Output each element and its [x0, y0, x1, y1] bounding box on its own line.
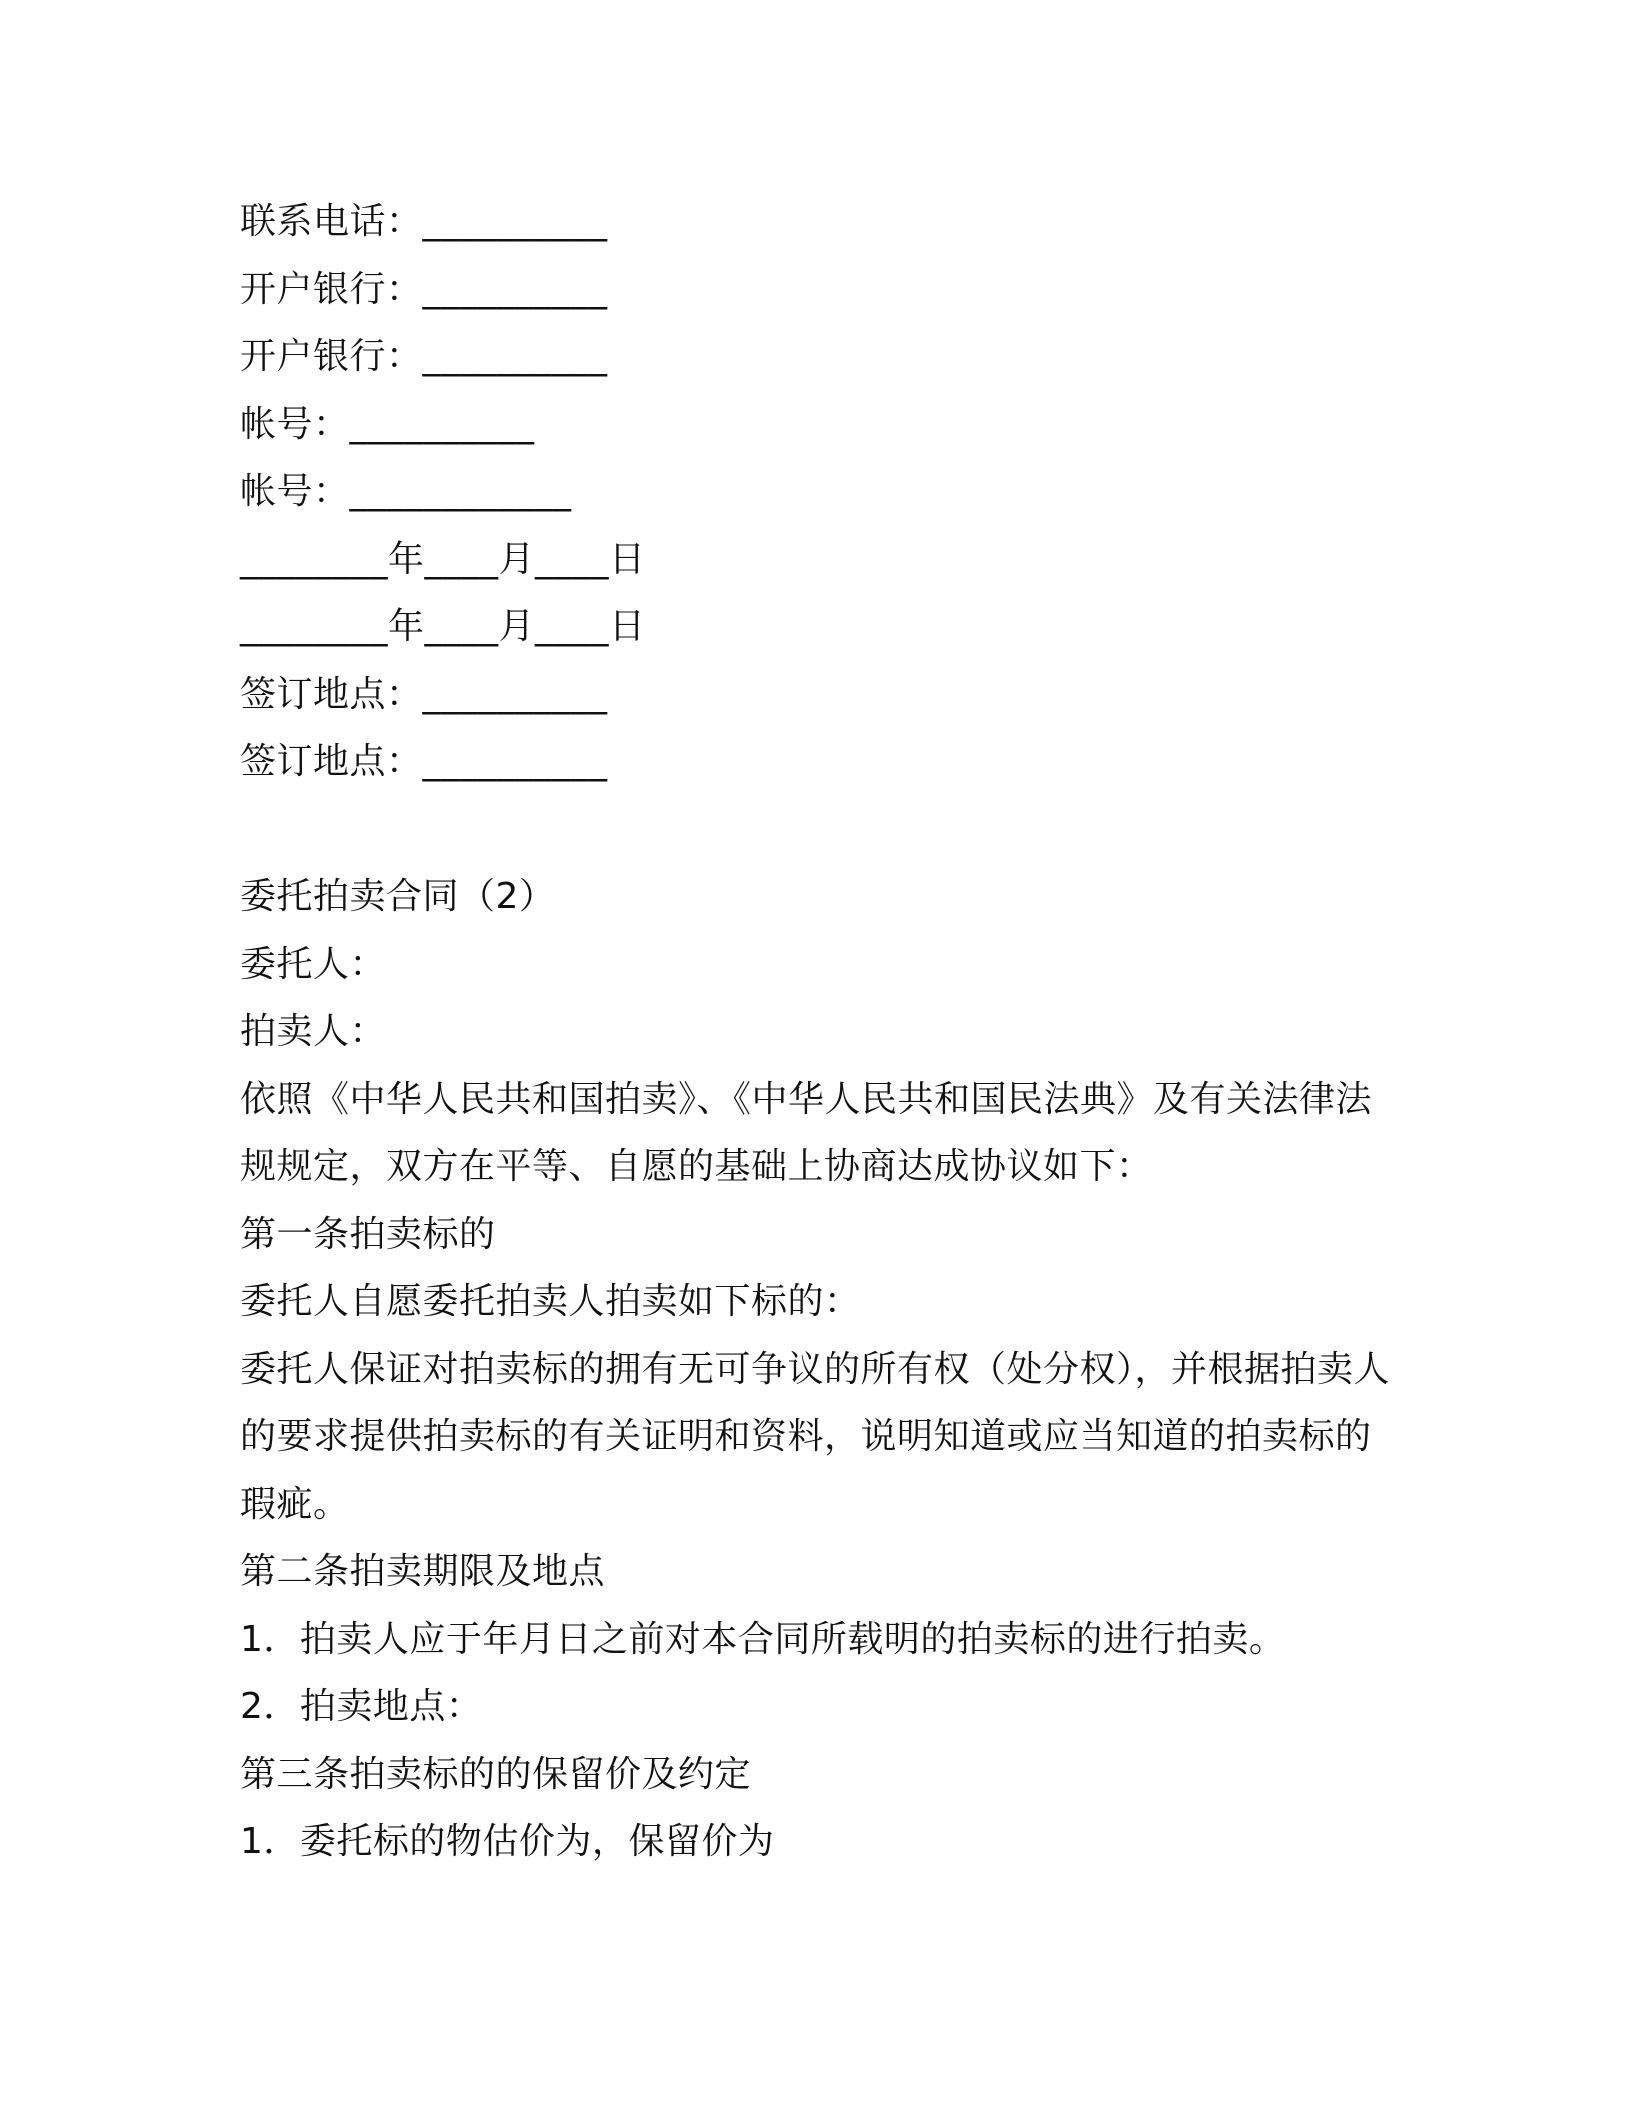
date-line: ________年____月____日	[240, 606, 646, 647]
contact-phone-line: 联系电话：__________	[240, 201, 608, 242]
bank-line: 开户银行：__________	[240, 268, 608, 310]
account-line: 帐号：__________	[240, 403, 535, 445]
document-body	[240, 188, 1390, 1876]
auctioneer-line: 拍卖人：	[240, 1011, 387, 1052]
signing-place-line: 签订地点：__________	[240, 741, 608, 782]
article-2-heading: 第二条拍卖期限及地点	[240, 1551, 606, 1592]
article-3-heading: 第三条拍卖标的的保留价及约定	[240, 1753, 752, 1795]
article-3-item: 1．委托标的物估价为，保留价为	[240, 1821, 775, 1862]
article-1-paragraph: 委托人自愿委托拍卖人拍卖如下标的：	[240, 1281, 861, 1322]
article-2-item: 2．拍卖地点：	[240, 1686, 483, 1727]
date-line: ________年____月____日	[240, 538, 646, 580]
bank-line: 开户银行：__________	[240, 336, 608, 377]
entrusting-party-line: 委托人：	[240, 943, 387, 985]
article-1-heading: 第一条拍卖标的	[240, 1213, 496, 1255]
article-2-item: 1．拍卖人应于年月日之前对本合同所载明的拍卖标的进行拍卖。	[240, 1618, 1286, 1660]
article-1-paragraph: 委托人保证对拍卖标的拥有无可争议的所有权（处分权），并根据拍卖人的要求提供拍卖标的有关证明和资料，说明知道或应当知道的拍卖标的瑕疵。	[240, 1348, 1391, 1525]
preamble-paragraph: 依照《中华人民共和国拍卖》、《中华人民共和国民法典》及有关法律法规规定，双方在平等、自愿的基础上协商达成协议如下：	[240, 1078, 1373, 1187]
account-line: 帐号：____________	[240, 471, 572, 512]
signing-place-line: 签订地点：__________	[240, 673, 608, 715]
contract-title: 委托拍卖合同（2）	[240, 876, 556, 917]
section-gap	[240, 796, 1390, 864]
